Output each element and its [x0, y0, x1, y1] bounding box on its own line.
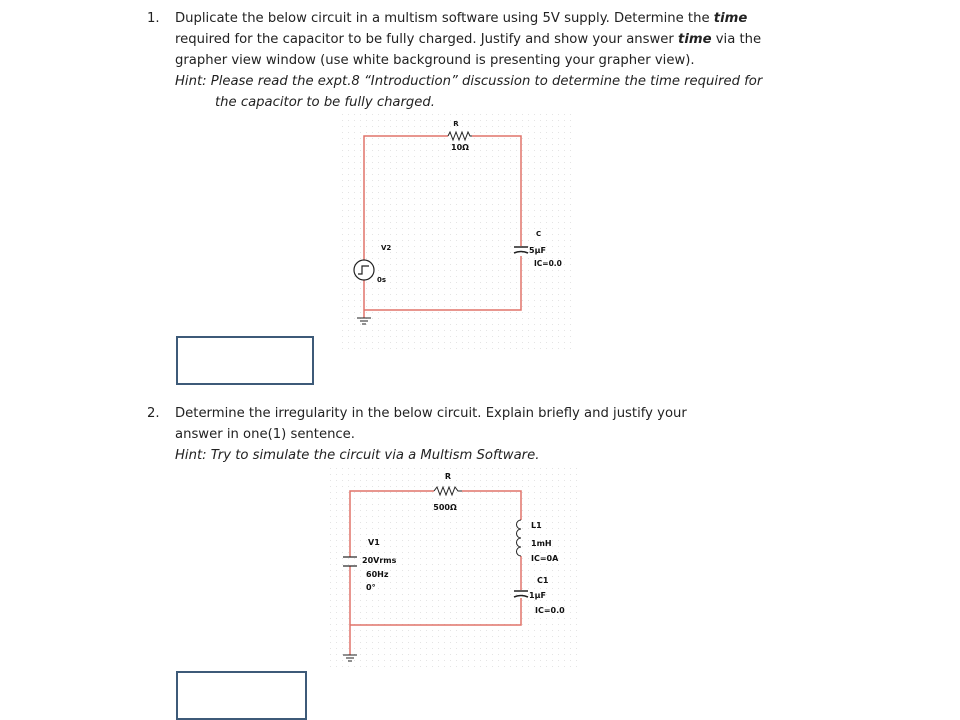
circuit-2-capacitor-value: 1µF — [529, 591, 546, 600]
circuit-2-capacitor-label: C1 — [537, 576, 549, 585]
circuit-2-inductor-value: 1mH — [531, 539, 552, 548]
circuit-2-source-label: V1 — [368, 538, 380, 547]
question-1-hint-line-2: the capacitor to be fully charged. — [215, 95, 435, 110]
circuit-1-source-delay: 0s — [377, 276, 387, 284]
circuit-1-capacitor-value: 5µF — [529, 246, 546, 255]
circuit-2-source-amplitude: 20Vrms — [362, 556, 397, 565]
circuit-1-capacitor-label: C — [536, 230, 542, 238]
question-1-line-3: grapher view window (use white background is presenting your grapher view). — [175, 53, 695, 68]
question-2-line-2: answer in one(1) sentence. — [175, 427, 355, 442]
circuit-2-capacitor-ic: IC=0.0 — [535, 606, 565, 615]
circuit-1-resistor-label: R — [453, 120, 459, 128]
question-1-line-2: required for the capacitor to be fully charged. Justify and show your answer time via the — [175, 32, 762, 47]
question-1-hint-line-1: Hint: Please read the expt.8 “Introduction” discussion to determine the time required for — [175, 74, 763, 89]
circuit-2-resistor-label: R — [444, 472, 452, 481]
question-2-hint: Hint: Try to simulate the circuit via a Multism Software. — [175, 448, 540, 463]
circuit-2-grid — [330, 468, 580, 668]
answer-box-2[interactable] — [176, 671, 307, 720]
circuit-2-source-frequency: 60Hz — [366, 570, 389, 579]
question-2-number: 2. — [147, 406, 160, 421]
question-1-line-1: Duplicate the below circuit in a multism software using 5V supply. Determine the time — [175, 11, 748, 26]
question-1-number: 1. — [147, 11, 160, 26]
question-2-line-1: Determine the irregularity in the below circuit. Explain briefly and justify your — [175, 406, 687, 421]
circuit-2-inductor-label: L1 — [531, 521, 542, 530]
circuit-2-inductor-ic: IC=0A — [531, 554, 559, 563]
circuit-1-source-label: V2 — [381, 244, 392, 252]
circuit-2-source-phase: 0° — [366, 583, 376, 592]
circuit-1-capacitor-ic: IC=0.0 — [534, 259, 562, 268]
circuit-1-resistor-value: 10Ω — [451, 143, 469, 152]
circuit-2-resistor-value: 500Ω — [433, 503, 457, 512]
